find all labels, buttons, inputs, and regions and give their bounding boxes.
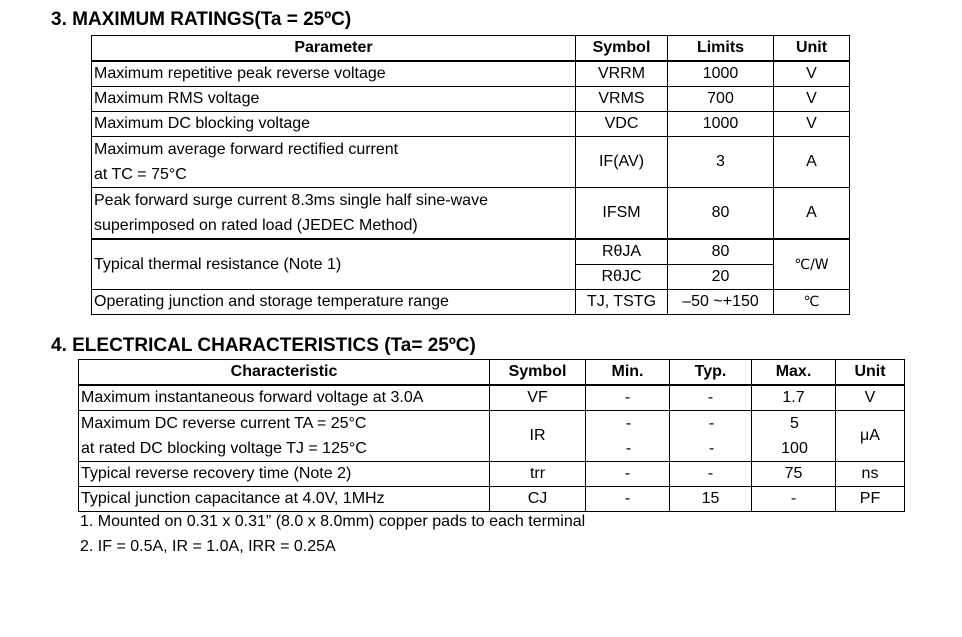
col-header-limits: Limits (668, 36, 774, 62)
table-row (92, 290, 850, 315)
symbol-cell: CJ (490, 487, 586, 512)
max-value-2: 100 (781, 440, 808, 457)
limit-cell: 1000 (668, 112, 774, 137)
max-cell: 75 (752, 462, 836, 487)
table-row (92, 137, 850, 188)
symbol-cell: TJ, TSTG (576, 290, 668, 315)
limit-cell: 80 (668, 239, 774, 265)
table-row (92, 112, 850, 137)
limit-cell: 1000 (668, 61, 774, 87)
symbol-cell: RθJC (576, 265, 668, 290)
symbol-cell: IF(AV) (576, 137, 668, 188)
parameter-line-2: at TC = 75°C (94, 166, 187, 183)
min-value-1: - (625, 415, 632, 432)
parameter-cell: Typical thermal resistance (Note 1) (92, 239, 576, 290)
limit-cell: 700 (668, 87, 774, 112)
col-header-parameter: Parameter (92, 36, 576, 62)
parameter-cell: Maximum repetitive peak reverse voltage (92, 61, 576, 87)
col-header-symbol: Symbol (490, 360, 586, 386)
limit-cell: 80 (668, 188, 774, 240)
limit-cell: –50 ~+150 (668, 290, 774, 315)
unit-cell: V (774, 87, 850, 112)
symbol-cell: VRMS (576, 87, 668, 112)
col-header-unit: Unit (836, 360, 905, 386)
table-row (79, 487, 905, 512)
table-row (92, 87, 850, 112)
parameter-cell (92, 137, 576, 188)
parameter-line-2: superimposed on rated load (JEDEC Method) (94, 217, 418, 234)
parameter-cell (92, 188, 576, 240)
min-value-2: - (625, 440, 632, 457)
unit-cell: V (774, 112, 850, 137)
note-1: 1. Mounted on 0.31 x 0.31” (8.0 x 8.0mm) copper pads to each terminal (80, 513, 586, 530)
table-row (92, 239, 850, 265)
table-row (79, 411, 905, 462)
table-header-row (79, 360, 905, 386)
table-row (92, 61, 850, 87)
note-2: 2. IF = 0.5A, IR = 1.0A, IRR = 0.25A (80, 538, 336, 555)
unit-cell: V (774, 61, 850, 87)
min-cell: - (586, 487, 670, 512)
typ-cell (670, 411, 752, 462)
symbol-cell: IR (490, 411, 586, 462)
table-row (92, 188, 850, 240)
col-header-typ: Typ. (670, 360, 752, 386)
unit-cell: A (774, 188, 850, 240)
symbol-cell: RθJA (576, 239, 668, 265)
limit-cell: 3 (668, 137, 774, 188)
symbol-cell: IFSM (576, 188, 668, 240)
parameter-cell: Maximum DC blocking voltage (92, 112, 576, 137)
max-value-1: 5 (790, 415, 799, 432)
unit-cell: ℃ (774, 290, 850, 315)
symbol-cell: trr (490, 462, 586, 487)
unit-cell: V (836, 385, 905, 411)
section4-title: 4. ELECTRICAL CHARACTERISTICS (Ta= 25ºC) (51, 335, 476, 356)
characteristic-cell: Typical reverse recovery time (Note 2) (79, 462, 490, 487)
max-ratings-table (91, 35, 850, 315)
col-header-max: Max. (752, 360, 836, 386)
characteristic-cell (79, 411, 490, 462)
max-cell (752, 411, 836, 462)
characteristic-line-2: at rated DC blocking voltage TJ = 125°C (81, 440, 367, 457)
max-cell: 1.7 (752, 385, 836, 411)
table-row (79, 385, 905, 411)
typ-cell: - (670, 385, 752, 411)
col-header-characteristic: Characteristic (79, 360, 490, 386)
characteristic-cell: Maximum instantaneous forward voltage at 3.0A (79, 385, 490, 411)
col-header-unit: Unit (774, 36, 850, 62)
max-cell: - (752, 487, 836, 512)
col-header-symbol: Symbol (576, 36, 668, 62)
col-header-min: Min. (586, 360, 670, 386)
min-cell (586, 411, 670, 462)
parameter-cell: Maximum RMS voltage (92, 87, 576, 112)
symbol-cell: VDC (576, 112, 668, 137)
parameter-line-1: Maximum average forward rectified current (94, 141, 399, 158)
typ-value-1: - (708, 415, 715, 432)
unit-cell: A (774, 137, 850, 188)
unit-cell: μA (836, 411, 905, 462)
typ-cell: 15 (670, 487, 752, 512)
parameter-cell: Operating junction and storage temperature range (92, 290, 576, 315)
unit-cell: ns (836, 462, 905, 487)
unit-cell: PF (836, 487, 905, 512)
typ-cell: - (670, 462, 752, 487)
min-cell: - (586, 385, 670, 411)
unit-cell: ℃/W (774, 239, 850, 290)
characteristic-line-1: Maximum DC reverse current TA = 25°C (81, 415, 367, 432)
limit-cell: 20 (668, 265, 774, 290)
electrical-characteristics-table (78, 359, 905, 512)
characteristic-cell: Typical junction capacitance at 4.0V, 1MHz (79, 487, 490, 512)
parameter-line-1: Peak forward surge current 8.3ms single half sine-wave (94, 192, 488, 209)
table-row (79, 462, 905, 487)
symbol-cell: VRRM (576, 61, 668, 87)
section3-title: 3. MAXIMUM RATINGS(Ta = 25ºC) (51, 9, 352, 30)
symbol-cell: VF (490, 385, 586, 411)
typ-value-2: - (708, 440, 715, 457)
min-cell: - (586, 462, 670, 487)
table-header-row (92, 36, 850, 62)
